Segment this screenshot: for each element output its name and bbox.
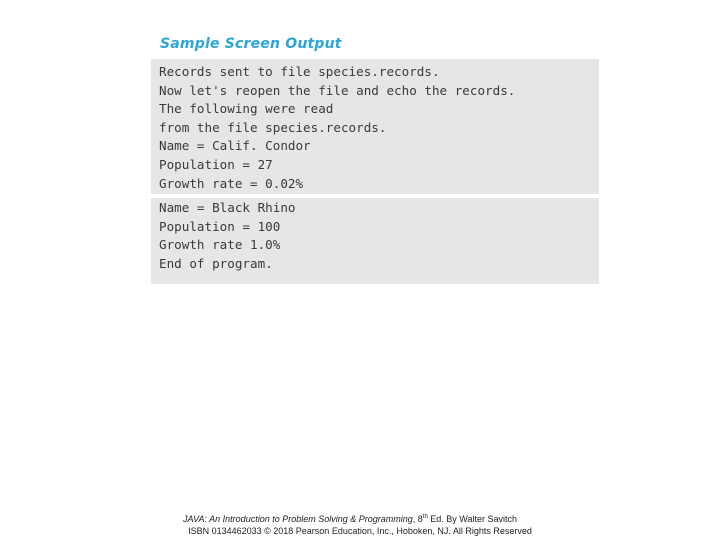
output-line: The following were read [159,101,334,117]
output-line: Population = 27 [159,156,273,172]
output-line: Growth rate 1.0% [159,237,281,253]
output-line: Name = Black Rhino [159,200,296,215]
book-title: JAVA: An Introduction to Problem Solving & Programming [182,514,413,524]
output-line: Now let's reopen the file and echo the records. [159,82,516,98]
edition-author: Ed. By Walter Savitch [427,514,517,524]
output-line: Growth rate = 0.02% [159,175,304,191]
output-line: End of program. [159,255,273,271]
section-heading: Sample Screen Output [160,36,342,52]
footer-citation [0,514,710,524]
console-output-panel-2 [151,198,599,284]
footer-copyright: ISBN 0134462033 © 2018 Pearson Education, Inc., Hoboken, NJ. All Rights Reserved [188,526,532,536]
output-line: from the file species.records. [159,119,387,135]
output-line: Name = Calif. Condor [159,138,311,154]
edition-superscript: th [422,514,428,520]
output-line: Records sent to file species.records. [159,64,440,79]
edition-number: , 8 [412,514,423,524]
output-line: Population = 100 [159,218,281,234]
console-output-panel-1 [151,59,599,194]
